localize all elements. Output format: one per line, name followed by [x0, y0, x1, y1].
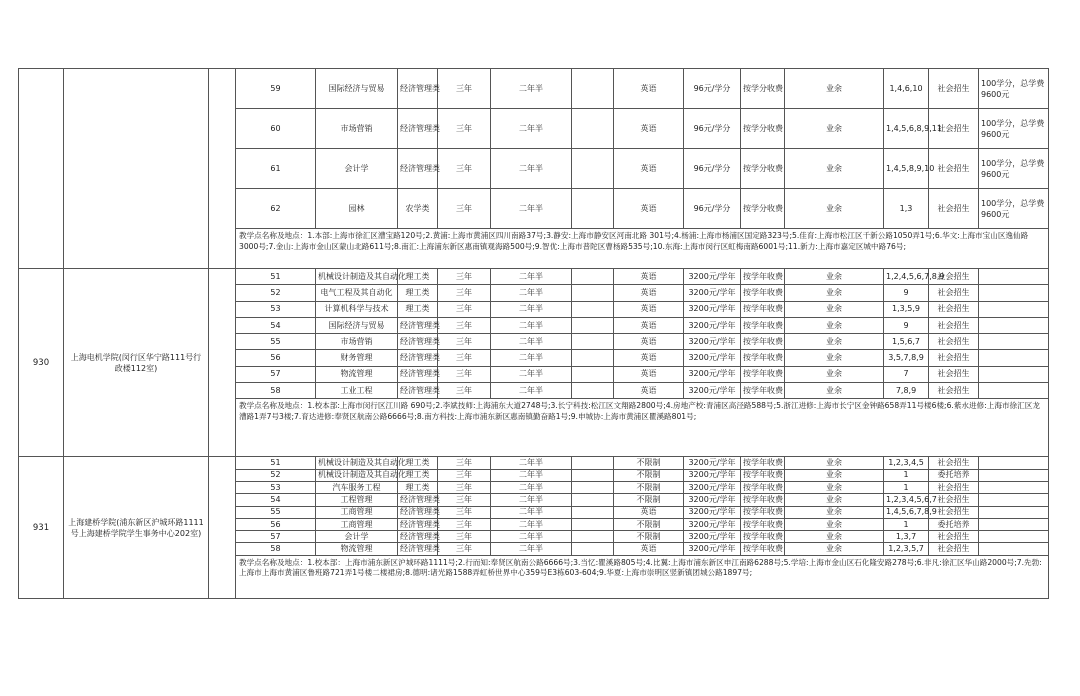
study-form: 业余: [785, 149, 884, 189]
enroll-type: 社会招生: [929, 481, 979, 493]
charge-mode: 按学年收费: [741, 285, 785, 301]
fee-note: 100学分，总学费9600元: [979, 109, 1049, 149]
foreign-language: 英语: [614, 317, 684, 333]
enroll-type: 社会招生: [929, 317, 979, 333]
program-years: 三年: [438, 481, 491, 493]
enroll-type: 社会招生: [929, 457, 979, 469]
major-name: 工商管理: [316, 518, 398, 530]
row-number: 55: [236, 334, 316, 350]
study-duration: 二年半: [491, 457, 572, 469]
foreign-language: 不限制: [614, 457, 684, 469]
table-row: [19, 69, 1049, 109]
program-years: 三年: [438, 189, 491, 229]
row-number: 57: [236, 366, 316, 382]
major-category: 理工类: [398, 457, 438, 469]
school-name: 上海建桥学院(浦东新区沪城环路1111号上海建桥学院学生事务中心202室): [64, 457, 209, 598]
teaching-sites: 9: [884, 285, 929, 301]
teaching-sites: 1,4,5,6,8,9,11: [884, 109, 929, 149]
major-name: 国际经济与贸易: [316, 69, 398, 109]
foreign-language: 英语: [614, 109, 684, 149]
program-years: 三年: [438, 366, 491, 382]
tuition-fee: 3200元/学年: [684, 531, 741, 543]
teaching-sites: 1,4,6,10: [884, 69, 929, 109]
study-form: 业余: [785, 269, 884, 285]
teaching-sites: 1,2,4,5,6,7,8,9: [884, 269, 929, 285]
charge-mode: 按学年收费: [741, 383, 785, 399]
exam-subject: [572, 543, 614, 555]
tuition-fee: 3200元/学年: [684, 518, 741, 530]
tuition-fee: 3200元/学年: [684, 383, 741, 399]
enrollment-table: [18, 68, 1049, 599]
school-name: 上海电机学院(闵行区华宁路111号行政楼112室): [64, 269, 209, 457]
exam-subject: [572, 506, 614, 518]
teaching-sites: 1: [884, 481, 929, 493]
foreign-language: 英语: [614, 189, 684, 229]
study-duration: 二年半: [491, 518, 572, 530]
charge-mode: 按学年收费: [741, 350, 785, 366]
major-name: 物流管理: [316, 543, 398, 555]
teaching-sites: 1: [884, 518, 929, 530]
study-duration: 二年半: [491, 383, 572, 399]
exam-subject: [572, 269, 614, 285]
foreign-language: 英语: [614, 506, 684, 518]
major-category: 经济管理类: [398, 506, 438, 518]
fee-note: [979, 285, 1049, 301]
study-duration: 二年半: [491, 531, 572, 543]
enroll-type: 社会招生: [929, 285, 979, 301]
major-category: 经济管理类: [398, 149, 438, 189]
enroll-type: 委托培养: [929, 469, 979, 481]
teaching-sites-note: 教学点名称及地点：1.校本部:上海市闵行区江川路 690号;2.李斌技师:上海浦东大道2748号;3.长宁科技:松江区文翔路2800号;4.房地产校:青浦区高泾路588号;5.浙江进修:上海市长宁区金钟路658弄11号楼6楼;6.紫水进修:上海市徐汇区龙漕路1弄7号3楼;7.育达进修:奉贤区航南公路6666号;8.南方科技:上海市浦东新区惠南镇勤奋路1号;9.申城协:上海市黄浦区瞿溪路801号;: [236, 399, 1049, 457]
exam-subject: [572, 301, 614, 317]
charge-mode: 按学年收费: [741, 301, 785, 317]
fee-note: [979, 543, 1049, 555]
enroll-type: 社会招生: [929, 543, 979, 555]
school-code: 931: [19, 457, 64, 598]
foreign-language: 英语: [614, 269, 684, 285]
teaching-sites: 1,4,5,8,9,10: [884, 149, 929, 189]
table-row: [19, 269, 1049, 285]
exam-subject: [572, 69, 614, 109]
program-years: 三年: [438, 543, 491, 555]
exam-subject: [572, 285, 614, 301]
charge-mode: 按学分收费: [741, 109, 785, 149]
foreign-language: 不限制: [614, 494, 684, 506]
teaching-sites: 1,3,5,9: [884, 301, 929, 317]
tuition-fee: 96元/学分: [684, 149, 741, 189]
study-duration: 二年半: [491, 366, 572, 382]
enroll-type: 社会招生: [929, 109, 979, 149]
major-name: 会计学: [316, 531, 398, 543]
study-form: 业余: [785, 366, 884, 382]
study-form: 业余: [785, 494, 884, 506]
teaching-sites: 1,3: [884, 189, 929, 229]
major-name: 园林: [316, 189, 398, 229]
fee-note: [979, 334, 1049, 350]
program-years: 三年: [438, 334, 491, 350]
row-number: 61: [236, 149, 316, 189]
foreign-language: 英语: [614, 285, 684, 301]
school-code: 930: [19, 269, 64, 457]
foreign-language: 英语: [614, 149, 684, 189]
major-name: 计算机科学与技术: [316, 301, 398, 317]
exam-subject: [572, 189, 614, 229]
study-form: 业余: [785, 285, 884, 301]
exam-subject: [572, 109, 614, 149]
fee-note: [979, 383, 1049, 399]
exam-subject: [572, 481, 614, 493]
fee-note: [979, 457, 1049, 469]
study-form: 业余: [785, 543, 884, 555]
tuition-fee: 3200元/学年: [684, 457, 741, 469]
major-category: 理工类: [398, 285, 438, 301]
program-years: 三年: [438, 301, 491, 317]
foreign-language: 英语: [614, 301, 684, 317]
tuition-fee: 96元/学分: [684, 69, 741, 109]
study-form: 业余: [785, 301, 884, 317]
tuition-fee: 3200元/学年: [684, 481, 741, 493]
tuition-fee: 3200元/学年: [684, 506, 741, 518]
enroll-type: 社会招生: [929, 269, 979, 285]
study-duration: 二年半: [491, 301, 572, 317]
teaching-sites: 1,4,5,6,7,8,9: [884, 506, 929, 518]
enroll-type: 社会招生: [929, 69, 979, 109]
foreign-language: 英语: [614, 366, 684, 382]
row-number: 56: [236, 350, 316, 366]
fee-note: [979, 301, 1049, 317]
major-category: 经济管理类: [398, 109, 438, 149]
spacer-cell: [209, 269, 236, 457]
charge-mode: 按学分收费: [741, 149, 785, 189]
row-number: 51: [236, 457, 316, 469]
major-name: 机械设计制造及其自动化: [316, 457, 398, 469]
exam-subject: [572, 334, 614, 350]
teaching-sites: 1,5,6,7: [884, 334, 929, 350]
enroll-type: 委托培养: [929, 518, 979, 530]
program-years: 三年: [438, 494, 491, 506]
teaching-sites: 1: [884, 469, 929, 481]
major-category: 经济管理类: [398, 383, 438, 399]
study-form: 业余: [785, 531, 884, 543]
teaching-sites-note: 教学点名称及地点：1.校本部：上海市浦东新区沪城环路1111号;2.行而知:奉贤区航南公路6666号;3.当忆:瞿溪路805号;4.比翼:上海市浦东新区申江南路6288号;5.学培:上海市金山区石化隆安路278号;6.非凡:徐汇区华山路2000号;7.先勃:上海市上海市黄浦区鲁班路721弄1号楼二楼裙房;8.德明:诸光路1588弄虹桥世界中心359号E3栋603-604;9.华夏:上海市崇明区竖新镇团城公路1897号;: [236, 555, 1049, 598]
program-years: 三年: [438, 69, 491, 109]
study-duration: 二年半: [491, 149, 572, 189]
exam-subject: [572, 366, 614, 382]
program-years: 三年: [438, 518, 491, 530]
tuition-fee: 3200元/学年: [684, 285, 741, 301]
row-number: 52: [236, 285, 316, 301]
row-number: 58: [236, 383, 316, 399]
major-category: 经济管理类: [398, 334, 438, 350]
foreign-language: 英语: [614, 543, 684, 555]
row-number: 51: [236, 269, 316, 285]
fee-note: [979, 494, 1049, 506]
enroll-type: 社会招生: [929, 383, 979, 399]
foreign-language: 英语: [614, 350, 684, 366]
row-number: 58: [236, 543, 316, 555]
major-category: 经济管理类: [398, 494, 438, 506]
major-name: 财务管理: [316, 350, 398, 366]
teaching-sites: 1,3,7: [884, 531, 929, 543]
fee-note: [979, 366, 1049, 382]
study-form: 业余: [785, 469, 884, 481]
fee-note: 100学分，总学费9600元: [979, 189, 1049, 229]
major-category: 经济管理类: [398, 531, 438, 543]
table-row: [19, 457, 1049, 469]
study-form: 业余: [785, 109, 884, 149]
charge-mode: 按学年收费: [741, 366, 785, 382]
exam-subject: [572, 518, 614, 530]
charge-mode: 按学年收费: [741, 457, 785, 469]
major-category: 理工类: [398, 481, 438, 493]
major-category: 理工类: [398, 469, 438, 481]
charge-mode: 按学年收费: [741, 317, 785, 333]
foreign-language: 不限制: [614, 518, 684, 530]
major-category: 经济管理类: [398, 518, 438, 530]
program-years: 三年: [438, 350, 491, 366]
fee-note: [979, 518, 1049, 530]
program-years: 三年: [438, 109, 491, 149]
charge-mode: 按学年收费: [741, 531, 785, 543]
major-name: 工程管理: [316, 494, 398, 506]
tuition-fee: 3200元/学年: [684, 317, 741, 333]
major-name: 会计学: [316, 149, 398, 189]
study-form: 业余: [785, 69, 884, 109]
study-form: 业余: [785, 518, 884, 530]
enroll-type: 社会招生: [929, 350, 979, 366]
major-name: 物流管理: [316, 366, 398, 382]
fee-note: [979, 531, 1049, 543]
program-years: 三年: [438, 506, 491, 518]
study-duration: 二年半: [491, 506, 572, 518]
study-duration: 二年半: [491, 334, 572, 350]
charge-mode: 按学年收费: [741, 469, 785, 481]
study-duration: 二年半: [491, 543, 572, 555]
major-category: 经济管理类: [398, 543, 438, 555]
major-category: 农学类: [398, 189, 438, 229]
program-years: 三年: [438, 317, 491, 333]
teaching-sites: 1,2,3,4,5: [884, 457, 929, 469]
program-years: 三年: [438, 531, 491, 543]
study-duration: 二年半: [491, 285, 572, 301]
study-duration: 二年半: [491, 69, 572, 109]
study-duration: 二年半: [491, 469, 572, 481]
program-years: 三年: [438, 285, 491, 301]
exam-subject: [572, 350, 614, 366]
study-form: 业余: [785, 350, 884, 366]
exam-subject: [572, 149, 614, 189]
row-number: 54: [236, 317, 316, 333]
row-number: 57: [236, 531, 316, 543]
exam-subject: [572, 531, 614, 543]
foreign-language: 不限制: [614, 531, 684, 543]
fee-note: [979, 317, 1049, 333]
major-name: 市场营销: [316, 109, 398, 149]
study-form: 业余: [785, 383, 884, 399]
major-category: 经济管理类: [398, 350, 438, 366]
table-body: [19, 69, 1049, 599]
teaching-sites: 1,2,3,4,5,6,7: [884, 494, 929, 506]
foreign-language: 英语: [614, 69, 684, 109]
foreign-language: 英语: [614, 383, 684, 399]
charge-mode: 按学年收费: [741, 334, 785, 350]
charge-mode: 按学年收费: [741, 481, 785, 493]
tuition-fee: 3200元/学年: [684, 494, 741, 506]
foreign-language: 英语: [614, 334, 684, 350]
row-number: 59: [236, 69, 316, 109]
program-years: 三年: [438, 383, 491, 399]
teaching-sites: 3,5,7,8,9: [884, 350, 929, 366]
study-duration: 二年半: [491, 269, 572, 285]
teaching-sites: 1,2,3,5,7: [884, 543, 929, 555]
study-form: 业余: [785, 481, 884, 493]
charge-mode: 按学年收费: [741, 494, 785, 506]
school-code: [19, 69, 64, 269]
spacer-cell: [209, 69, 236, 269]
major-category: 经济管理类: [398, 69, 438, 109]
major-name: 国际经济与贸易: [316, 317, 398, 333]
row-number: 54: [236, 494, 316, 506]
enroll-type: 社会招生: [929, 149, 979, 189]
tuition-fee: 3200元/学年: [684, 366, 741, 382]
row-number: 52: [236, 469, 316, 481]
row-number: 60: [236, 109, 316, 149]
foreign-language: 不限制: [614, 481, 684, 493]
study-duration: 二年半: [491, 494, 572, 506]
tuition-fee: 3200元/学年: [684, 469, 741, 481]
major-category: 经济管理类: [398, 317, 438, 333]
charge-mode: 按学年收费: [741, 269, 785, 285]
tuition-fee: 3200元/学年: [684, 334, 741, 350]
program-years: 三年: [438, 149, 491, 189]
major-name: 汽车服务工程: [316, 481, 398, 493]
tuition-fee: 96元/学分: [684, 109, 741, 149]
enroll-type: 社会招生: [929, 334, 979, 350]
foreign-language: 不限制: [614, 469, 684, 481]
fee-note: 100学分，总学费9600元: [979, 149, 1049, 189]
study-form: 业余: [785, 334, 884, 350]
tuition-fee: 3200元/学年: [684, 269, 741, 285]
tuition-fee: 3200元/学年: [684, 350, 741, 366]
study-duration: 二年半: [491, 481, 572, 493]
row-number: 62: [236, 189, 316, 229]
enroll-type: 社会招生: [929, 494, 979, 506]
tuition-fee: 3200元/学年: [684, 301, 741, 317]
teaching-sites: 7: [884, 366, 929, 382]
major-name: 电气工程及其自动化: [316, 285, 398, 301]
tuition-fee: 96元/学分: [684, 189, 741, 229]
teaching-sites: 9: [884, 317, 929, 333]
study-duration: 二年半: [491, 109, 572, 149]
program-years: 三年: [438, 457, 491, 469]
major-category: 理工类: [398, 301, 438, 317]
fee-note: [979, 350, 1049, 366]
tuition-fee: 3200元/学年: [684, 543, 741, 555]
enroll-type: 社会招生: [929, 506, 979, 518]
study-form: 业余: [785, 317, 884, 333]
major-name: 机械设计制造及其自动化: [316, 269, 398, 285]
study-form: 业余: [785, 189, 884, 229]
major-name: 工商管理: [316, 506, 398, 518]
fee-note: [979, 481, 1049, 493]
row-number: 53: [236, 301, 316, 317]
charge-mode: 按学分收费: [741, 189, 785, 229]
row-number: 53: [236, 481, 316, 493]
study-form: 业余: [785, 506, 884, 518]
row-number: 56: [236, 518, 316, 530]
enroll-type: 社会招生: [929, 366, 979, 382]
major-name: 机械设计制造及其自动化: [316, 469, 398, 481]
fee-note: [979, 269, 1049, 285]
major-category: 理工类: [398, 269, 438, 285]
fee-note: 100学分，总学费9600元: [979, 69, 1049, 109]
exam-subject: [572, 494, 614, 506]
study-duration: 二年半: [491, 189, 572, 229]
study-form: 业余: [785, 457, 884, 469]
fee-note: [979, 469, 1049, 481]
spacer-cell: [209, 457, 236, 598]
program-years: 三年: [438, 469, 491, 481]
exam-subject: [572, 383, 614, 399]
major-name: 市场营销: [316, 334, 398, 350]
teaching-sites-note: 教学点名称及地点：1.本部:上海市徐汇区漕宝路120号;2.黄浦:上海市黄浦区四川南路37号;3.静安:上海市静安区河南北路 301号;4.杨浦:上海市杨浦区国定路323号;5.佳育:上海市松江区千新公路1050弄1号;6.华文:上海市宝山区逸仙路3000号;7.金山:上海市金山区蒙山北路611号;8.南汇:上海浦东新区惠南镇观海路500号;9.智优:上海市普陀区曹杨路535号;10.东海:上海市闵行区虹梅南路6001号;11.新力:上海市嘉定区城中路76号;: [236, 229, 1049, 269]
charge-mode: 按学年收费: [741, 518, 785, 530]
school-name: [64, 69, 209, 269]
charge-mode: 按学年收费: [741, 543, 785, 555]
study-duration: 二年半: [491, 350, 572, 366]
major-category: 经济管理类: [398, 366, 438, 382]
teaching-sites: 7,8,9: [884, 383, 929, 399]
study-duration: 二年半: [491, 317, 572, 333]
major-name: 工业工程: [316, 383, 398, 399]
exam-subject: [572, 469, 614, 481]
exam-subject: [572, 317, 614, 333]
exam-subject: [572, 457, 614, 469]
row-number: 55: [236, 506, 316, 518]
charge-mode: 按学分收费: [741, 69, 785, 109]
program-years: 三年: [438, 269, 491, 285]
charge-mode: 按学年收费: [741, 506, 785, 518]
enroll-type: 社会招生: [929, 189, 979, 229]
enroll-type: 社会招生: [929, 531, 979, 543]
enroll-type: 社会招生: [929, 301, 979, 317]
fee-note: [979, 506, 1049, 518]
